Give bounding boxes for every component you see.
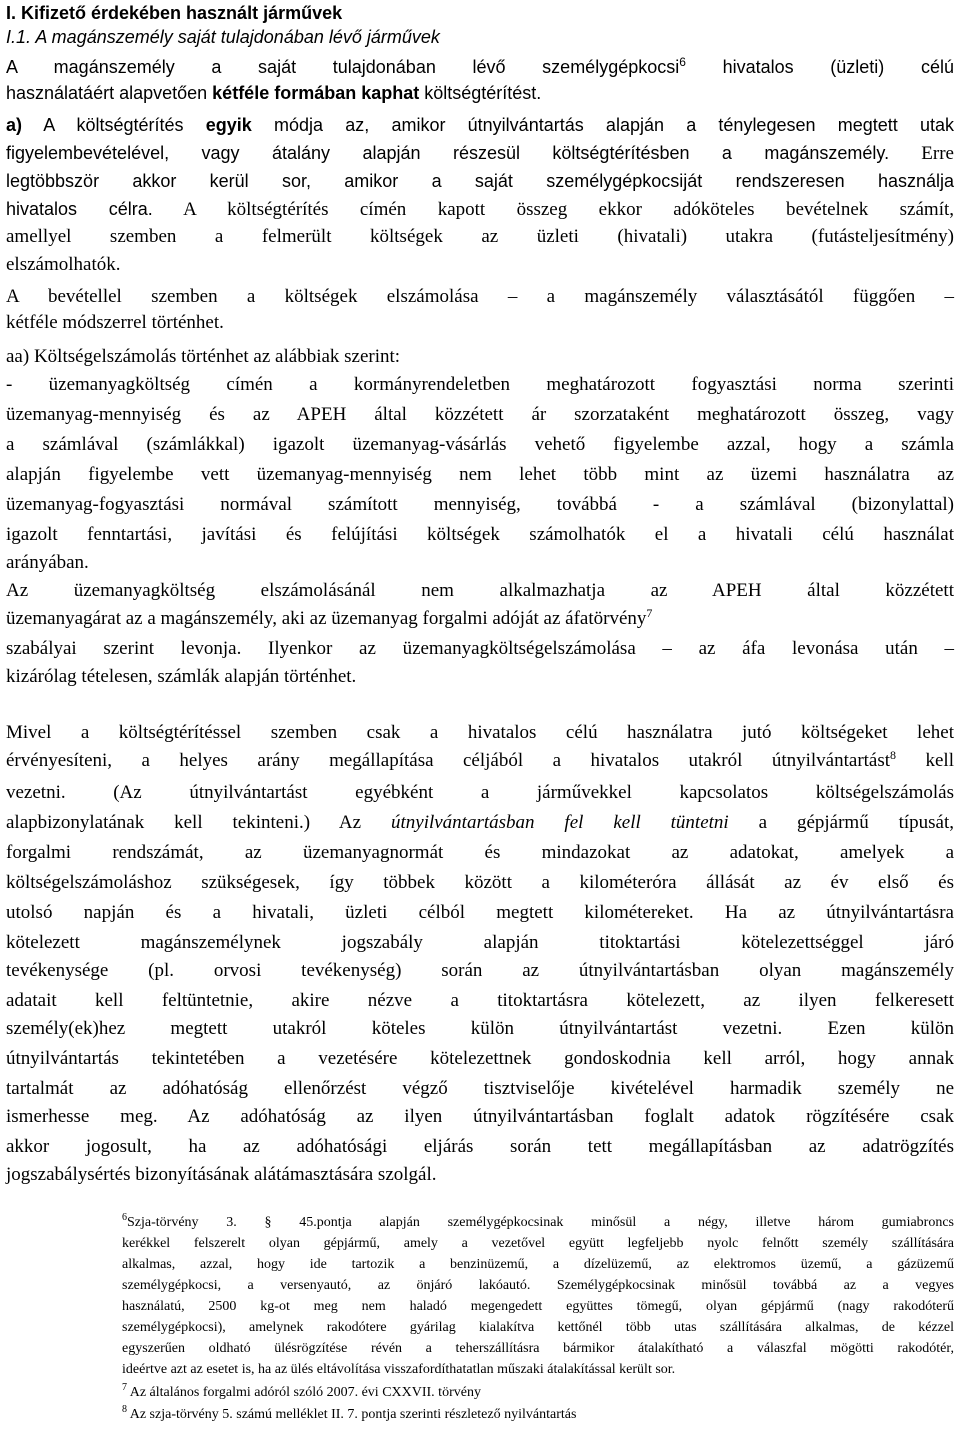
paragraph-logbook-line: kötelezett magánszemélynek jogszabály alapján titoktartási kötelezettséggel járó — [6, 932, 954, 953]
paragraph-intro-line: A magánszemély a saját tulajdonában lévő személygépkocsi$^6$ hivatalos (üzleti) célú — [6, 55, 954, 77]
paragraph-aa-line: üzemanyag-fogyasztási normával számított mennyiség, továbbá - a számlával (bizonylattal) — [6, 494, 954, 515]
paragraph-aa-line: a számlával (számlákkal) igazolt üzemanyag-vásárlás vehető figyelembe azzal, hogy a számla — [6, 434, 954, 455]
footnote-ref-8[interactable]: 8 — [890, 748, 897, 762]
footnote-6-line: személygépkocsi), amelynek rakodótere gyárilag kialakítva kettőnél több utas szállítására alkalmas, de kézzel — [122, 1320, 954, 1335]
paragraph-aa-line: üzemanyag-mennyiség és az APEH által közzétett ár szorzataként meghatározott összeg, vagy — [6, 404, 954, 425]
paragraph-logbook-line: tevékenysége (pl. orvosi tevékenység) során az útnyilvántartásban olyan magánszemély — [6, 960, 954, 981]
footnote-6-line: ideértve azt az esetet is, ha az ülés eltávolítása visszafordíthatatlan műszaki átalakítással került sor. — [122, 1362, 676, 1377]
paragraph-a-line: amellyel szemben a felmerült költségek az üzleti (hivatali) utakra (futásteljesítmény) — [6, 226, 954, 247]
paragraph-aa-line: aa) Költségelszámolás történhet az alábbiak szerint: — [6, 346, 401, 367]
paragraph-aa-line: - üzemanyagköltség címén a kormányrendeletben meghatározott fogyasztási norma szerinti — [6, 374, 954, 395]
paragraph-methods-line: A bevétellel szemben a költségek elszámolása – a magánszemély választásától függően – — [6, 286, 954, 307]
footnote-7-number: 7 — [122, 1382, 127, 1393]
footnote-6-line: $^6$Szja-törvény 3. § 45.pontja alapján személygépkocsinak minősül a négy, illetve három gumiabroncs — [122, 1212, 954, 1230]
footnote-6-line: személygépkocsi, a versenyautó, az önjáró lakóautó. Személygépkocsinak minősül továbbá az a vegyes — [122, 1278, 954, 1293]
paragraph-methods-line: kétféle módszerrel történhet. — [6, 312, 224, 333]
paragraph-logbook-line: adatait kell feltüntetnie, akire nézve a titoktartásra kötelezett, az ilyen felkeresett — [6, 990, 954, 1011]
footnote-ref-7[interactable]: 7 — [646, 606, 653, 620]
paragraph-logbook-line: ismerhesse meg. Az adóhatóság az ilyen útnyilvántartásban foglalt adatok rögzítésére csak — [6, 1106, 954, 1127]
paragraph-logbook-line: érvényesíteni, a helyes arány megállapítása céljából a hivatalos utakról útnyilvántartást$^8$ kell — [6, 748, 954, 771]
paragraph-logbook-line: tartalmát az adóhatóság ellenőrzést végző tisztviselője kivételével harmadik személy ne — [6, 1078, 954, 1099]
paragraph-logbook-line: költségelszámoláshoz szükségesek, így többek között a kilométeróra állását az év első és — [6, 872, 954, 893]
footnote-ref-6[interactable]: 6 — [679, 55, 686, 69]
footnote-6-line: kerékkel felszerelt olyan gépjármű, amely a vezetővel együtt legfeljebb nyolc felnőtt személy szállítására — [122, 1236, 954, 1251]
footnote-6-line: egyszerűen oldható ülésrögzítése révén a teherszállításra bármikor átalakítható a válaszfal mögötti rakodótér, — [122, 1341, 954, 1356]
paragraph-logbook-line: jogszabálysértés bizonyításának alátámasztására szolgál. — [6, 1164, 437, 1185]
footnote-6-number: 6 — [122, 1212, 127, 1223]
footnote-6-line: alkalmas, azzal, hogy ide tartozik a benzinüzemű, a dízelüzemű, az elektromos üzemű, a gázüzemű — [122, 1257, 954, 1272]
paragraph-a-line: elszámolhatók. — [6, 254, 121, 275]
paragraph-logbook-line: útnyilvántartás tekintetében a vezetésére kötelezettnek gondoskodnia kell arról, hogy annak — [6, 1048, 954, 1069]
paragraph-logbook-line: forgalmi rendszámát, az üzemanyagnormát és mindazokat az adatokat, amelyek a — [6, 842, 954, 863]
paragraph-a-line: figyelembevételével, vagy átalány alapján részesül költségtérítésben a magánszemély. Erre — [6, 143, 954, 164]
paragraph-a-line: legtöbbször akkor kerül sor, amikor a saját személygépkocsiját rendszeresen használja — [6, 171, 954, 191]
paragraph-aa-line: arányában. — [6, 552, 89, 573]
paragraph-logbook-line: személy(ek)hez megtett utakról köteles külön útnyilvántartást vezetni. Ezen külön — [6, 1018, 954, 1039]
paragraph-logbook-line: vezetni. (Az útnyilvántartást egyébként a járművekkel kapcsolatos költségelszámolás — [6, 782, 954, 803]
paragraph-fuel-line: Az üzemanyagköltség elszámolásánál nem alkalmazhatja az APEH által közzétett — [6, 580, 954, 601]
paragraph-fuel-line: kizárólag tételesen, számlák alapján történhet. — [6, 666, 357, 687]
paragraph-logbook-line: akkor jogosult, ha az adóhatósági eljárás során tett megállapításban az adatrögzítés — [6, 1136, 954, 1157]
paragraph-intro-line: használatáért alapvetően kétféle formában kaphat költségtérítést. — [6, 83, 542, 103]
paragraph-fuel-line: üzemanyagárat az a magánszemély, aki az üzemanyag forgalmi adóját az áfatörvény$^7$ — [6, 606, 653, 629]
footnote-8: $^8$ Az szja-törvény 5. számú melléklet II. 7. pontja szerinti részletező nyilvántartás — [122, 1404, 577, 1422]
footnote-6-line: használatú, 2500 kg-ot meg nem haladó megengedett együttes tömegű, olyan gépjármű (nagy rakodóterű — [122, 1299, 954, 1314]
section-title: I. Kifizető érdekében használt járművek — [6, 3, 343, 23]
paragraph-aa-line: igazolt fenntartási, javítási és felújítási költségek számolhatók el a hivatali célú használat — [6, 524, 954, 545]
paragraph-aa-line: alapján figyelembe vett üzemanyag-mennyiség nem lehet több mint az üzemi használatra az — [6, 464, 954, 485]
paragraph-logbook-line: Mivel a költségtérítéssel szemben csak a hivatalos célú használatra jutó költségeket lehet — [6, 722, 954, 743]
footnote-7: $^7$ Az általános forgalmi adóról szóló 2007. évi CXXVII. törvény — [122, 1382, 481, 1400]
paragraph-a-line: a) A költségtérítés egyik módja az, amikor útnyilvántartás alapján a ténylegesen megtett utak — [6, 115, 954, 135]
section-subtitle: I.1. A magánszemély saját tulajdonában lévő járművek — [6, 27, 440, 47]
paragraph-fuel-line: szabályai szerint levonja. Ilyenkor az üzemanyagköltségelszámolása – az áfa levonása után – — [6, 638, 954, 659]
footnote-8-number: 8 — [122, 1404, 127, 1415]
paragraph-logbook-line: utolsó napján és a hivatali, üzleti célból megtett kilométereket. Ha az útnyilvántartásra — [6, 902, 954, 923]
paragraph-a-line: hivatalos célra. A költségtérítés címén kapott összeg ekkor adóköteles bevételnek számít, — [6, 199, 955, 220]
paragraph-logbook-line: alapbizonylatának kell tekinteni.) Az útnyilvántartásban fel kell tüntetni a gépjármű típusát, — [6, 812, 955, 833]
